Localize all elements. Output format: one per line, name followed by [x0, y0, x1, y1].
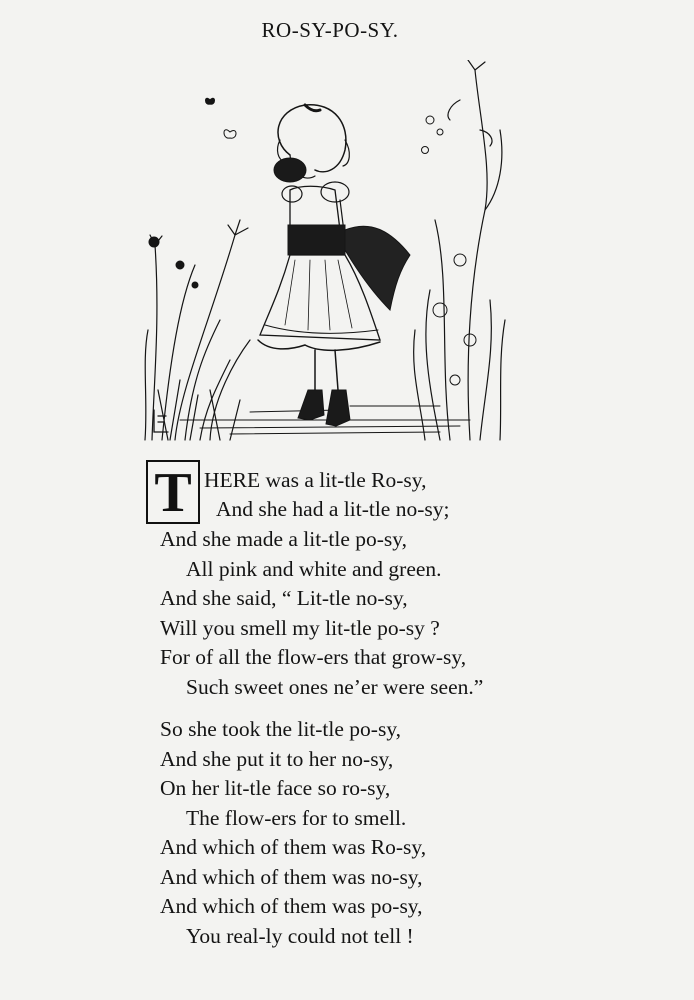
poem-line: The flow-ers for to smell. [186, 806, 407, 830]
poem-line: On her lit-tle face so ro-sy, [160, 776, 391, 800]
poem-line: And which of them was Ro-sy, [160, 835, 427, 859]
poem-line: Such sweet ones ne’er were seen.” [186, 675, 484, 699]
poem-line: And she said, “ Lit-tle no-sy, [160, 586, 408, 610]
poem-line: And which of them was po-sy, [160, 894, 423, 918]
poem-line: And which of them was no-sy, [160, 865, 423, 889]
girl-figure [258, 105, 410, 426]
poem-line: And she made a lit-tle po-sy, [160, 527, 407, 551]
poem-line: All pink and white and green. [186, 557, 442, 581]
dropcap-letter: T [154, 462, 192, 524]
poem-line: You real-ly could not tell ! [186, 924, 414, 948]
ground-hatching [180, 406, 470, 434]
left-flowers [145, 220, 250, 440]
poem-line: For of all the flow-ers that grow-sy, [160, 645, 467, 669]
flower-bud-left [149, 237, 159, 247]
girl-with-posy-illustration [140, 60, 510, 445]
poem-line: So she took the lit-tle po-sy, [160, 717, 402, 741]
page-title: RO-SY-PO-SY. [261, 18, 399, 42]
dropcap-box [146, 460, 200, 524]
poem-line: And she had a lit-tle no-sy; [216, 497, 450, 521]
butterfly-icon [206, 98, 237, 138]
poem-line: And she put it to her no-sy, [160, 747, 394, 771]
poem-line: HERE was a lit-tle Ro-sy, [204, 468, 427, 492]
poem-line: Will you smell my lit-tle po-sy ? [160, 616, 440, 640]
